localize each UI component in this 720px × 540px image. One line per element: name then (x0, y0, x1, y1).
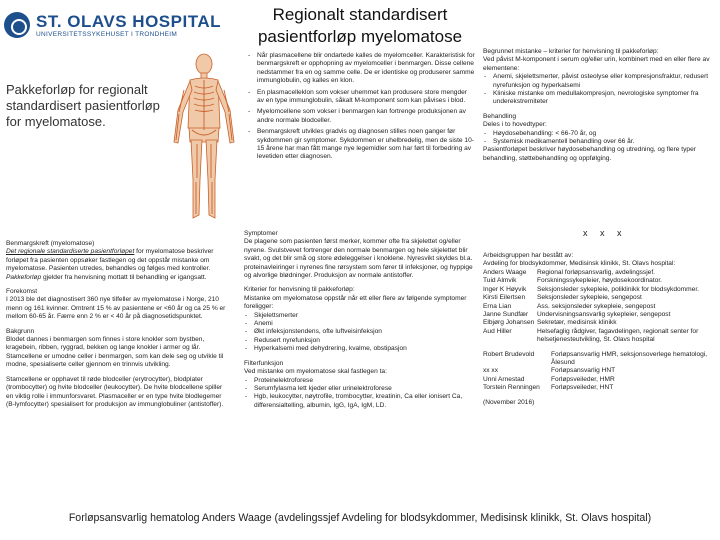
list-item: - Benmargskreft utvikles gradvis og diagnosen stilles noen ganger før sykdommen gir symptomer. Sykdommen er uhelbredelig, men de siste 10-15 årene har man fått mange nye legemidler som har ført til forbedring av levetiden etter diagnosen. (247, 128, 475, 162)
paragraph-text: for myelomatose beskriver forløpet fra pasienten oppsøker fastlegen og det oppstår mistanke om myelomatose. Pasienten utredes, behandles og følges med kontroller. (6, 248, 214, 273)
paragraph-text: Ved påvist M-komponent i serum og/eller urin, kombinert med en eller flere av elementene: (483, 56, 710, 72)
date-text: (November 2016) (483, 398, 535, 406)
team-intro (483, 252, 715, 269)
team-member (483, 319, 715, 327)
member-name: Kirsti Eilertsen (483, 294, 526, 302)
middle-column (244, 230, 474, 410)
member-name: Elbjørg Johansen (483, 319, 535, 327)
member-role: Seksjonsleder sykepleie, sengepost (537, 294, 642, 302)
anatomy-figure-icon (168, 50, 240, 225)
team-member (483, 269, 715, 277)
team-member (483, 277, 715, 285)
hospital-logo (4, 8, 230, 42)
paragraph-text: Stamcellene er opphavet til røde blodceller (erytrocytter), blodplater (trombocytter) og hvite blodceller (leukocytter). De hvite blodcellene spiller en viktig rolle i immunforsvaret. Plasmaceller er en type hvite blodlegemer (B-lymfocytter) spesialisert for produksjon av immunglobuliner (antistoffer). (6, 375, 224, 408)
title-line-2: pasientforløp myelomatose (257, 27, 463, 46)
criteria-list (244, 312, 474, 354)
italic-term: Pakkeforløp (6, 273, 42, 281)
list-item: - Kliniske mistanke om medullakompresjon, nevrologiske symptomer fra underekstremiteter (483, 90, 715, 107)
member-name: Torstein Renningen (483, 384, 540, 392)
member-role: Undervisningsansvarlig sykepleier, sengepost (537, 311, 671, 319)
member-name: Anders Waage (483, 269, 527, 276)
paragraph-text: I 2013 ble det diagnostisert 360 nye tilfeller av myelomatose i Norge, 210 menn og 161 kvinner. Omtrent 15 % av pasientene er <60 år og ca 25 % er mellom 60-65 år. Færre enn 2 % er < 40 år på diagnosetidspunktet. (6, 296, 226, 321)
plasma-cell-info (247, 52, 475, 162)
paragraph-text: Blodet dannes i benmargen som finnes i store knokler som bystben, kragebein, ribben, ryggrad, bekken og lange knokler i armer og lår. Stamcellene er umodne celler i benmargen, som kan dele seg og utvikle til modne, spesialiserte celler gjennom en trinnvis utvikling. (6, 336, 224, 369)
list-item: - Økt infeksjonstendens, ofte luftveisinfeksjon (244, 328, 474, 336)
section-heading: Benmargskreft (myelomatose) (6, 240, 95, 247)
section-heading: Symptomer (244, 230, 278, 237)
team-list (483, 269, 715, 407)
team-member (483, 294, 715, 302)
member-name: xx xx (483, 367, 499, 375)
member-role: Forløpsveileder, HMR (551, 375, 615, 383)
filter-list (244, 377, 474, 411)
logo-text (36, 13, 221, 38)
member-role: Helsefaglig rådgiver, fagavdelingen, regionalt senter for helsetjenesteutvikling, St. Olavs hospital (537, 327, 699, 344)
title-line-1: Regionalt standardisert (272, 5, 448, 24)
team-member (483, 351, 715, 368)
paragraph-text: Deles i to hovedtyper: (483, 121, 547, 129)
section-heading: Filterfunksjon (244, 359, 284, 367)
member-name: Aud Hiller (483, 327, 512, 335)
intro-text: Pakkeforløp for regionalt standardisert pasientforløp for myelomatose. (6, 82, 160, 129)
paragraph-text: Pasientforløpet beskriver høydosebehandling og utredning, og flere typer behandling, støttebehandling og oppfølging. (483, 146, 696, 162)
separator: x x x (583, 228, 627, 238)
list-item: - Hyperkalsemi med dehydrering, kvalme, obstipasjon (244, 345, 474, 353)
member-role: Seksjonsleder sykepleie, poliklinikk for blodsykdommer. (537, 285, 699, 293)
list-item: - Høydosebehandling: < 66-70 år, og (483, 130, 715, 138)
member-role: Forløpsveileder, HNT (551, 384, 614, 392)
member-name: Tuid Almvik (483, 277, 517, 285)
member-role: Forløpsansvarlig HMR, seksjonsoverlege hematologi, Ålesund (551, 350, 708, 367)
member-name: Janne Sundfær (483, 311, 529, 319)
list-item: - Serumfylasma lett kjeder eller urinelektroforese (244, 385, 474, 393)
member-name: Unni Arnestad (483, 375, 525, 383)
list-item: - En plasmacelleklon som vokser uhemmet kan produsere store mengder av en type immunglobulin, såkalt M-komponent som kan påvises i blod. (247, 89, 475, 106)
member-role: Forløpsansvarlig HNT (551, 367, 616, 375)
list-item: - Myelomcellene som vokser i benmargen kan fortrenge produksjonen av andre normale blodceller. (247, 108, 475, 125)
member-role: Ass. seksjonsleder sykepleie, sengepost (537, 302, 656, 310)
section-heading: Forekomst (6, 288, 38, 296)
pakkeforlop-paragraph (6, 274, 228, 282)
paragraph-text: De plagene som pasienten først merker, kommer ofte fra skjelettet og/eller nyrene. Svulstvevet fortrenger den normale benmargen og hele skjelettet blir svakt, og det blir små og store ødeleggelser i knoklene. Nyresvikt skyldes bl.a. proteinavleiringer i nyrenes fine rørsystem som fører til infeksjoner, og hyppige og alvorlige blødninger. Produksjon av normale antistoffer. (244, 238, 473, 280)
team-member (483, 311, 715, 319)
member-name: Erna Lian (483, 302, 512, 310)
plasma-cell-list (247, 52, 475, 162)
footer-text: Forløpsansvarlig hematolog Anders Waage (avdelingssjef Avdeling for blodsykdommer, Medisinsk klinikk, St. Olavs hospital) (68, 512, 652, 524)
section-heading: Arbeidsgruppen har bestått av: (483, 252, 574, 259)
treatment-list (483, 130, 715, 147)
left-column (6, 240, 228, 409)
section-heading: Kriterier for henvisning til pakkeforløp: (244, 286, 355, 294)
member-role: Regional forløpsansvarlig, avdelingssjef. (537, 269, 656, 276)
team-member (483, 286, 715, 294)
italic-term: Det regionale standardiserte pasientforløpet (6, 248, 135, 256)
list-item: - Systemisk medikamentell behandling over 66 år. (483, 138, 715, 146)
list-item: - Redusert nyrefunksjon (244, 337, 474, 345)
team-member (483, 303, 715, 311)
paragraph-text: Ved mistanke om myelomatose skal fastlegen ta: (244, 368, 387, 376)
right-column-top (483, 48, 715, 163)
paragraph-text: gjelder fra henvisning mottatt til behandling er igangsatt. (41, 273, 207, 281)
section-heading: Bakgrunn (6, 327, 35, 335)
section-heading: Behandling (483, 112, 516, 120)
list-item: - Proteinelektroforese (244, 377, 474, 385)
logo-subtitle: UNIVERSITETSSYKEHUSET I TRONDHEIM (36, 30, 178, 38)
member-name: Robert Brudevold (483, 350, 535, 358)
logo-name: ST. OLAVS HOSPITAL (36, 11, 221, 31)
member-role: Sekretær, medisinsk klinikk (537, 319, 617, 327)
list-item: - Når plasmacellene blir ondartede kalles de myelomceller. Karakteristisk for benmargskreft er opphopning av myelomceller i benmargen. Disse cellene nedstammer fra en og samme celle. De er identiske og produserer samme immunglobulin, og kalles en klon. (247, 52, 475, 86)
paragraph-text: Mistanke om myelomatose oppstår når ett eller flere av følgende symptomer foreligger: (244, 294, 467, 311)
list-item: - Anemi, skjelettsmerter, påvist osteolyse eller kompresjonsfraktur, redusert nyrefunksjon og hyperkalsemi (483, 73, 715, 90)
logo-icon (4, 12, 30, 38)
list-item: - Hgb, leukocytter, nøytrofile, trombocytter, kreatinin, Ca eller ionisert Ca, differensialtelling, albumin, IgG, IgA, IgM, LD. (244, 393, 474, 410)
member-name: Inger K Høyvik (483, 285, 527, 293)
team-member (483, 367, 715, 375)
team-member (483, 328, 715, 345)
pasientforlop-paragraph (6, 248, 228, 273)
team-member (483, 384, 715, 392)
list-item: - Anemi (244, 320, 474, 328)
paragraph-text: Avdeling for blodsykdommer, Medisinsk klinikk, St. Olavs hospital: (483, 260, 676, 268)
team-member (483, 376, 715, 384)
list-item: - Skjelettsmerter (244, 312, 474, 320)
suspicion-list (483, 73, 715, 107)
member-role: Forskningssykepleier, høydosekoordinator. (537, 277, 662, 285)
section-heading: Begrunnet mistanke – kriterier for henvisning til pakkeforløp: (483, 48, 659, 55)
